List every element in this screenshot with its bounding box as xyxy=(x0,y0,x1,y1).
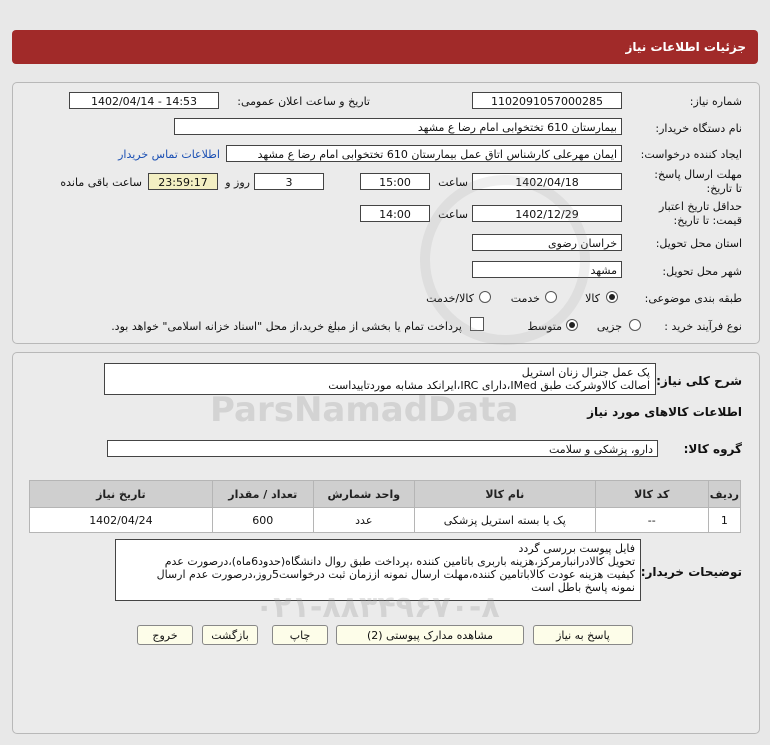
col-name: نام کالا xyxy=(414,481,595,508)
deadline-time-label: ساعت xyxy=(438,176,468,189)
deadline-date-field: 1402/04/18 xyxy=(472,173,622,190)
cell-name: پک یا بسته استریل پزشکی xyxy=(414,508,595,533)
goods-table-header xyxy=(30,481,741,508)
deadline-time-field: 15:00 xyxy=(360,173,430,190)
buyer-contact-link[interactable]: اطلاعات تماس خریدار xyxy=(118,148,220,161)
attachments-button[interactable]: مشاهده مدارک پیوستی (2) xyxy=(336,625,524,645)
buyer-name-label: نام دستگاه خریدار: xyxy=(655,122,742,135)
days-label: روز و xyxy=(225,176,250,189)
category-option-goods-service: کالا/خدمت xyxy=(426,292,474,305)
description-line-1: پک عمل جنرال زنان استریل xyxy=(521,366,650,379)
category-radio-service[interactable] xyxy=(545,291,557,303)
category-option-goods: کالا xyxy=(585,292,600,305)
category-label: طبقه بندی موضوعی: xyxy=(644,292,742,305)
cell-date: 1402/04/24 xyxy=(30,508,213,533)
validity-time-label: ساعت xyxy=(438,208,468,221)
page-header xyxy=(12,30,758,64)
deadline-label: مهلت ارسال پاسخ: تا تاریخ: xyxy=(654,168,742,195)
announce-date-field: 1402/04/14 - 14:53 xyxy=(69,92,219,109)
page-title: جزئیات اطلاعات نیاز xyxy=(625,40,746,54)
category-radio-goods[interactable] xyxy=(606,291,618,303)
province-field: خراسان رضوی xyxy=(472,234,622,251)
treasury-payment-note: پرداخت تمام یا بخشی از مبلغ خرید،از محل "اسناد خزانه اسلامی" خواهد بود. xyxy=(111,320,462,333)
process-label: نوع فرآیند خرید : xyxy=(664,320,742,333)
col-row: ردیف xyxy=(708,481,740,508)
validity-label: حداقل تاریخ اعتبار قیمت: تا تاریخ: xyxy=(658,200,742,227)
remaining-label: ساعت باقی مانده xyxy=(60,176,142,189)
creator-field: ایمان مهرعلی کارشناس اتاق عمل بیمارستان 610 تختخوابی امام رضا ع مشهد xyxy=(226,145,622,162)
goods-group-label: گروه کالا: xyxy=(683,442,742,456)
cell-code: -- xyxy=(595,508,708,533)
watermark-brand: ParsNamadData xyxy=(210,390,519,430)
buyer-notes-box xyxy=(115,539,641,601)
treasury-payment-checkbox[interactable] xyxy=(470,317,484,331)
city-label: شهر محل تحویل: xyxy=(662,265,742,278)
table-row xyxy=(30,508,741,533)
buyer-notes-line-1: فایل پیوست بررسی گردد xyxy=(518,542,635,555)
col-unit: واحد شمارش xyxy=(313,481,414,508)
col-code: کد کالا xyxy=(595,481,708,508)
reply-button[interactable]: پاسخ به نیاز xyxy=(533,625,633,645)
buyer-notes-label: توضیحات خریدار: xyxy=(640,565,742,579)
cell-row: 1 xyxy=(708,508,740,533)
category-radio-goods-service[interactable] xyxy=(479,291,491,303)
remaining-days-field: 3 xyxy=(254,173,324,190)
goods-group-field: دارو، پزشکی و سلامت xyxy=(107,440,658,457)
col-date: تاریخ نیاز xyxy=(30,481,213,508)
creator-label: ایجاد کننده درخواست: xyxy=(640,148,742,161)
remaining-time-field: 23:59:17 xyxy=(148,173,218,190)
announce-date-label: تاریخ و ساعت اعلان عمومی: xyxy=(237,95,370,108)
watermark-phone: ۰۲۱-۸۸۳۴۹۶۷۰-۸ xyxy=(255,590,500,625)
description-box xyxy=(104,363,656,395)
buyer-notes-line-3: کیفیت هزینه عودت کالاباتامین کننده،مهلت ارسال نمونه اززمان ثبت درخواست5روز،درصورت عدم ارسال xyxy=(156,568,635,581)
print-button[interactable]: چاپ xyxy=(272,625,328,645)
description-label: شرح کلی نیاز: xyxy=(656,374,742,388)
back-button[interactable]: بازگشت xyxy=(202,625,258,645)
buyer-notes-line-2: تحویل کالادرانبارمرکز،هزینه باربری باتامین کننده ،پرداخت طبق روال دانشگاه(حدود6ماه)،درصورت عدم xyxy=(164,555,635,568)
process-option-minor: جزیی xyxy=(596,320,622,333)
validity-date-field: 1402/12/29 xyxy=(472,205,622,222)
process-option-medium: متوسط xyxy=(527,320,562,333)
city-field: مشهد xyxy=(472,261,622,278)
exit-button[interactable]: خروج xyxy=(137,625,193,645)
buyer-notes-line-4: نمونه پاسخ باطل است xyxy=(531,581,635,594)
need-number-label: شماره نیاز: xyxy=(689,95,742,108)
goods-table xyxy=(29,480,741,533)
col-qty: تعداد / مقدار xyxy=(212,481,313,508)
process-radio-medium[interactable] xyxy=(566,319,578,331)
province-label: استان محل تحویل: xyxy=(655,237,742,250)
process-radio-minor[interactable] xyxy=(629,319,641,331)
validity-time-field: 14:00 xyxy=(360,205,430,222)
need-number-field: 1102091057000285 xyxy=(472,92,622,109)
buyer-name-field: بیمارستان 610 تختخوابی امام رضا ع مشهد xyxy=(174,118,622,135)
cell-unit: عدد xyxy=(313,508,414,533)
category-option-service: خدمت xyxy=(510,292,540,305)
goods-section-title: اطلاعات کالاهای مورد نیاز xyxy=(587,405,742,419)
description-line-2: اصالت کالاوشرکت طبق IMed،دارای IRC،ایرانکد مشابه موردتاییداست xyxy=(328,379,650,392)
cell-qty: 600 xyxy=(212,508,313,533)
